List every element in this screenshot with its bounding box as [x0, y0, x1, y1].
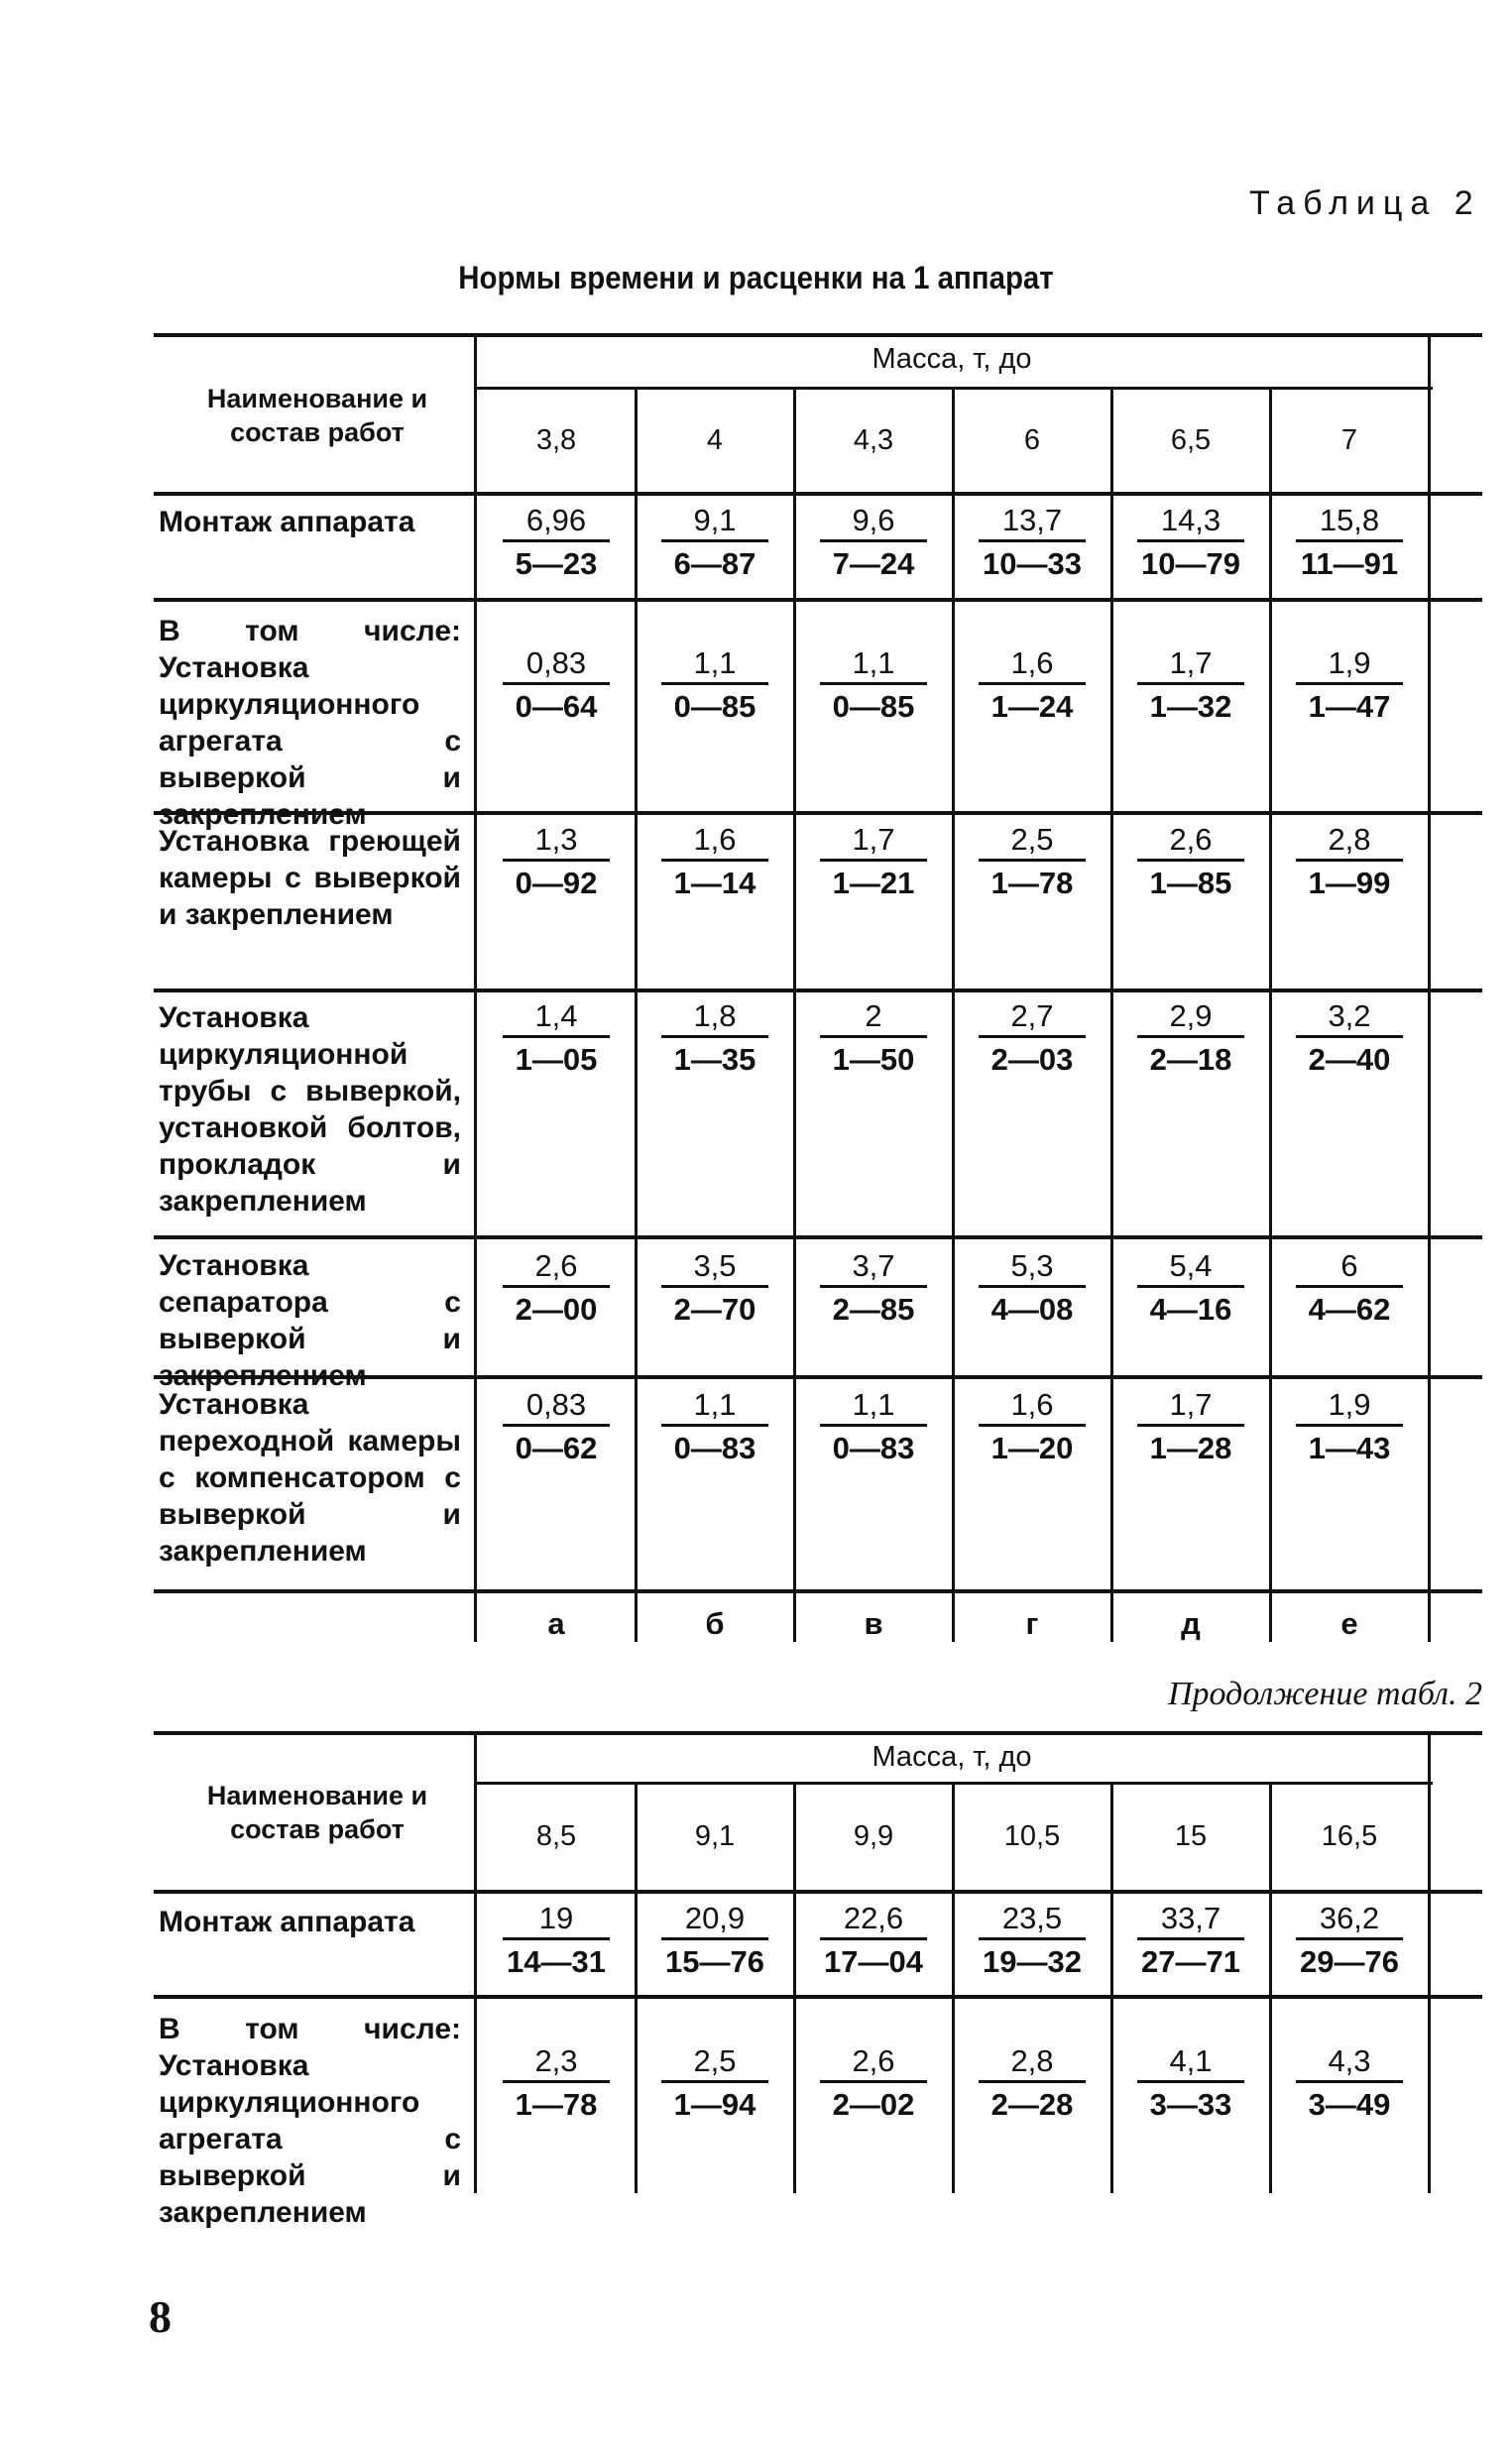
rate-value: 4—62 — [1308, 1292, 1391, 1327]
norm-cell — [1270, 1386, 1429, 1468]
time-norm: 1,6 — [979, 644, 1086, 685]
time-norm: 20,9 — [661, 1900, 768, 1940]
rate-value: 2—85 — [832, 1292, 915, 1327]
rate-value: 4—16 — [1149, 1292, 1232, 1327]
rate-value: 1—43 — [1308, 1431, 1391, 1465]
norm-cell — [477, 502, 636, 584]
mass-value: 10,5 — [1003, 1820, 1061, 1852]
time-norm: 1,9 — [1296, 644, 1403, 685]
time-norm: 1,3 — [503, 821, 610, 862]
rate-value: 5—23 — [515, 546, 598, 581]
rate-value: 2—70 — [673, 1292, 756, 1327]
time-norm: 2,9 — [1137, 997, 1244, 1038]
norm-cell — [1111, 2042, 1270, 2125]
time-norm: 2,6 — [820, 2042, 927, 2083]
norm-cell — [1111, 997, 1270, 1080]
rate-value: 2—00 — [515, 1292, 598, 1327]
norm-cell — [953, 502, 1111, 584]
time-norm: 0,83 — [503, 1386, 610, 1427]
mass-value: 3,8 — [535, 424, 577, 456]
norm-cell — [477, 644, 636, 727]
row-name-transition-chamber: Установка переходной камеры с компенсатором с выверкой и закреплением — [159, 1388, 461, 1568]
time-norm: 2,7 — [979, 997, 1086, 1038]
norm-cell — [1111, 1900, 1270, 1982]
norm-cell — [477, 1900, 636, 1982]
norm-cell — [953, 997, 1111, 1080]
time-norm: 4,1 — [1137, 2042, 1244, 2083]
norm-cell — [953, 1386, 1111, 1468]
rate-value: 10—33 — [983, 546, 1082, 581]
time-norm: 1,1 — [661, 1386, 768, 1427]
rate-value: 1—78 — [515, 2087, 598, 2122]
norm-cell — [477, 1247, 636, 1330]
time-norm: 3,2 — [1296, 997, 1403, 1038]
norm-cell — [953, 821, 1111, 903]
column-letter: б — [705, 1606, 725, 1641]
rate-value: 0—92 — [515, 866, 598, 900]
column-letter: а — [547, 1606, 565, 1641]
rate-value: 2—40 — [1308, 1042, 1391, 1077]
norm-cell — [1270, 997, 1429, 1080]
norm-cell — [1270, 1247, 1429, 1330]
rate-value: 1—99 — [1308, 866, 1391, 900]
time-norm: 6,96 — [503, 502, 610, 542]
norm-cell — [794, 997, 953, 1080]
norm-cell — [794, 2042, 953, 2125]
rate-value: 1—05 — [515, 1042, 598, 1077]
rate-value: 0—85 — [832, 689, 915, 724]
rate-value: 3—33 — [1149, 2087, 1232, 2122]
time-norm: 15,8 — [1296, 502, 1403, 542]
norm-cell — [1111, 1386, 1270, 1468]
rate-value: 1—20 — [990, 1431, 1074, 1465]
norm-cell — [477, 1386, 636, 1468]
rate-value: 0—64 — [515, 689, 598, 724]
norm-cell — [1270, 2042, 1429, 2125]
row-name-heating-chamber: Установка греющей камеры с выверкой и закреплением — [159, 825, 461, 931]
mass-value: 6 — [1023, 424, 1041, 456]
column-letter: г — [1025, 1606, 1039, 1641]
rate-value: 14—31 — [507, 1944, 606, 1979]
norm-cell — [1111, 821, 1270, 903]
norm-cell — [477, 2042, 636, 2125]
time-norm: 33,7 — [1137, 1900, 1244, 1940]
time-norm: 2,8 — [979, 2042, 1086, 2083]
mass-value: 8,5 — [535, 1820, 577, 1852]
rate-value: 1—78 — [990, 866, 1074, 900]
norm-cell — [636, 502, 794, 584]
time-norm: 2,6 — [503, 1247, 610, 1288]
time-norm: 3,7 — [820, 1247, 927, 1288]
mass-value: 9,9 — [853, 1820, 894, 1852]
rate-value: 0—83 — [673, 1431, 756, 1465]
norm-cell — [794, 1386, 953, 1468]
time-norm: 13,7 — [979, 502, 1086, 542]
norm-cell — [636, 821, 794, 903]
time-norm: 2,6 — [1137, 821, 1244, 862]
norm-cell — [953, 644, 1111, 727]
norm-cell — [953, 1247, 1111, 1330]
time-norm: 36,2 — [1296, 1900, 1403, 1940]
norm-cell — [636, 644, 794, 727]
time-norm: 1,1 — [661, 644, 768, 685]
rate-value: 1—50 — [832, 1042, 915, 1077]
page-number: 8 — [149, 2291, 172, 2342]
norm-cell — [953, 1900, 1111, 1982]
rate-value: 3—49 — [1308, 2087, 1391, 2122]
norm-cell — [1270, 502, 1429, 584]
rate-value: 4—08 — [990, 1292, 1074, 1327]
time-norm: 1,1 — [820, 644, 927, 685]
time-norm: 1,7 — [1137, 644, 1244, 685]
table-label: Таблица 2 — [1249, 184, 1481, 222]
time-norm: 9,1 — [661, 502, 768, 542]
rate-value: 19—32 — [983, 1944, 1082, 1979]
time-norm: 1,6 — [661, 821, 768, 862]
rate-value: 1—85 — [1149, 866, 1232, 900]
mass-value: 7 — [1340, 424, 1358, 456]
norm-cell — [1111, 1247, 1270, 1330]
rate-value: 2—03 — [990, 1042, 1074, 1077]
time-norm: 1,7 — [820, 821, 927, 862]
time-norm: 5,3 — [979, 1247, 1086, 1288]
time-norm: 1,8 — [661, 997, 768, 1038]
rate-value: 0—83 — [832, 1431, 915, 1465]
norm-cell — [794, 502, 953, 584]
column-header-mass: Масса, т, до — [872, 343, 1032, 375]
rate-value: 1—24 — [990, 689, 1074, 724]
time-norm: 5,4 — [1137, 1247, 1244, 1288]
rate-value: 11—91 — [1300, 546, 1399, 581]
row-name-circulation-unit: В том числе: Установка циркуляционного агрегата с выверкой и закреплением — [159, 615, 461, 831]
column-letter: д — [1181, 1606, 1201, 1641]
time-norm: 6 — [1296, 1247, 1403, 1288]
norm-cell — [636, 997, 794, 1080]
norm-cell — [636, 1900, 794, 1982]
mass-value: 4,3 — [853, 424, 894, 456]
rate-value: 1—14 — [673, 866, 756, 900]
rate-value: 1—35 — [673, 1042, 756, 1077]
time-norm: 2,5 — [661, 2042, 768, 2083]
time-norm: 22,6 — [820, 1900, 927, 1940]
norm-cell — [794, 644, 953, 727]
norm-cell — [1111, 644, 1270, 727]
rate-value: 1—94 — [673, 2087, 756, 2122]
column-header-mass: Масса, т, до — [872, 1741, 1032, 1773]
norm-cell — [477, 821, 636, 903]
norm-cell — [794, 1247, 953, 1330]
rate-value: 10—79 — [1141, 546, 1240, 581]
rate-value: 15—76 — [665, 1944, 764, 1979]
row-name-circulation-unit: В том числе: Установка циркуляционного агрегата с выверкой и закреплением — [159, 2013, 461, 2229]
time-norm: 2,5 — [979, 821, 1086, 862]
norm-cell — [953, 2042, 1111, 2125]
time-norm: 2,8 — [1296, 821, 1403, 862]
time-norm: 2 — [820, 997, 927, 1038]
time-norm: 23,5 — [979, 1900, 1086, 1940]
norm-cell — [1270, 821, 1429, 903]
rate-value: 2—02 — [832, 2087, 915, 2122]
time-norm: 4,3 — [1296, 2042, 1403, 2083]
rate-value: 7—24 — [832, 546, 915, 581]
rate-value: 1—47 — [1308, 689, 1391, 724]
rate-value: 2—18 — [1149, 1042, 1232, 1077]
column-header-name: Наименование и состав работ — [206, 384, 428, 447]
norm-cell — [477, 997, 636, 1080]
mass-value: 6,5 — [1170, 424, 1212, 456]
rate-value: 1—32 — [1149, 689, 1232, 724]
norm-cell — [794, 1900, 953, 1982]
time-norm: 1,7 — [1137, 1386, 1244, 1427]
norm-cell — [636, 1386, 794, 1468]
rate-value: 0—85 — [673, 689, 756, 724]
mass-value: 15 — [1174, 1820, 1208, 1852]
time-norm: 1,4 — [503, 997, 610, 1038]
time-norm: 9,6 — [820, 502, 927, 542]
rate-value: 27—71 — [1141, 1944, 1240, 1979]
rate-value: 29—76 — [1300, 1944, 1399, 1979]
time-norm: 2,3 — [503, 2042, 610, 2083]
rate-value: 0—62 — [515, 1431, 598, 1465]
column-letter: в — [864, 1606, 883, 1641]
norm-cell — [636, 1247, 794, 1330]
table-title: Нормы времени и расценки на 1 аппарат — [458, 260, 1054, 295]
time-norm: 19 — [503, 1900, 610, 1940]
rate-value: 1—28 — [1149, 1431, 1232, 1465]
rate-value: 6—87 — [673, 546, 756, 581]
rate-value: 2—28 — [990, 2087, 1074, 2122]
time-norm: 3,5 — [661, 1247, 768, 1288]
row-name-circulation-pipe: Установка циркуляционной трубы с выверкой, установкой болтов, прокладок и закреплением — [159, 1001, 461, 1218]
mass-value: 9,1 — [694, 1820, 736, 1852]
norm-cell — [1270, 644, 1429, 727]
row-name-assembly: Монтаж аппарата — [159, 506, 415, 538]
norm-cell — [1111, 502, 1270, 584]
row-name-separator: Установка сепаратора с выверкой и закреплением — [159, 1249, 461, 1392]
column-letter: е — [1340, 1606, 1358, 1641]
column-header-name: Наименование и состав работ — [206, 1781, 428, 1844]
time-norm: 1,1 — [820, 1386, 927, 1427]
rate-value: 17—04 — [824, 1944, 923, 1979]
rate-value: 1—21 — [832, 866, 915, 900]
mass-value: 16,5 — [1321, 1820, 1378, 1852]
continuation-title: Продолжение табл. 2 — [1167, 1676, 1482, 1712]
time-norm: 1,6 — [979, 1386, 1086, 1427]
norm-cell — [794, 821, 953, 903]
norm-cell — [1270, 1900, 1429, 1982]
time-norm: 0,83 — [503, 644, 610, 685]
time-norm: 1,9 — [1296, 1386, 1403, 1427]
row-name-assembly: Монтаж аппарата — [159, 1906, 415, 1938]
mass-value: 4 — [706, 424, 724, 456]
time-norm: 14,3 — [1137, 502, 1244, 542]
norm-cell — [636, 2042, 794, 2125]
